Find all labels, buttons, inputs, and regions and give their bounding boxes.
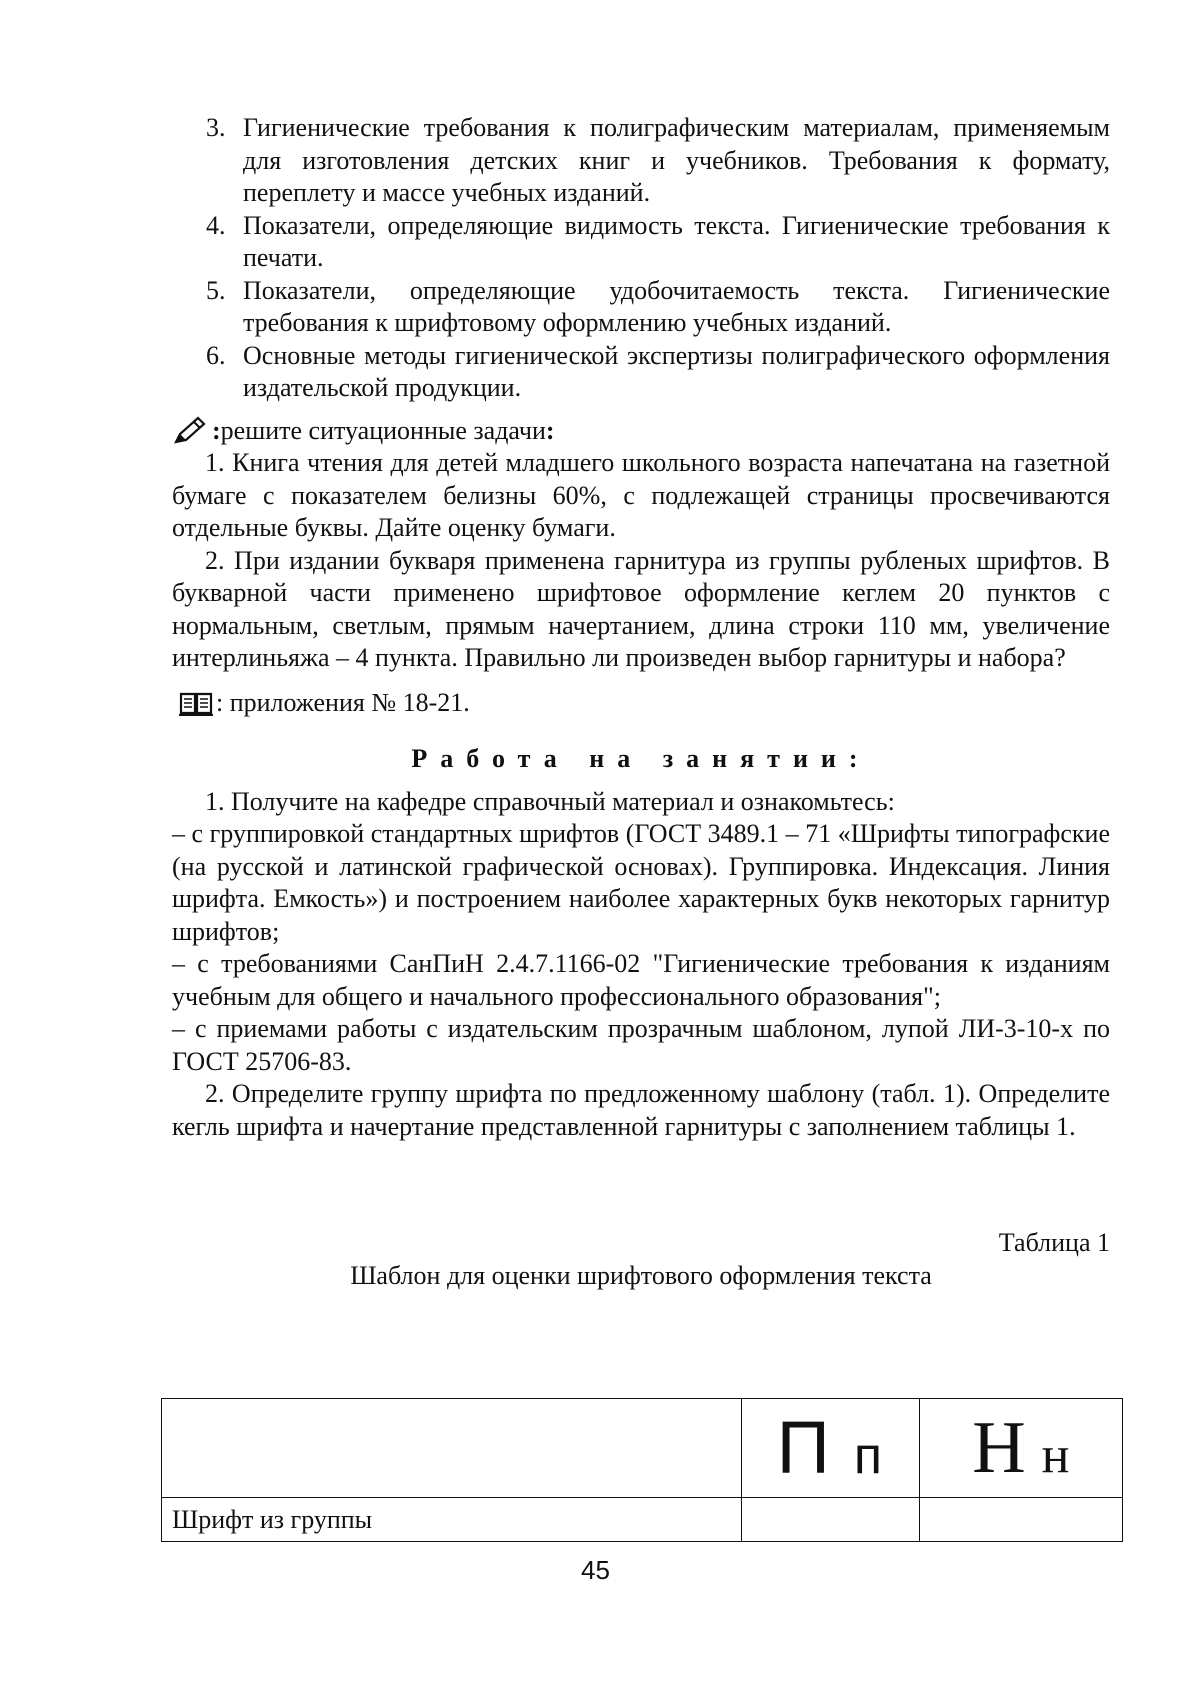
- table-caption: Шаблон для оценки шрифтового оформления текста: [350, 1260, 932, 1290]
- list-item: [172, 112, 1110, 210]
- references: [172, 687, 1110, 720]
- heading-colon: :: [545, 415, 555, 445]
- references-text: : приложения № 18-21.: [216, 687, 470, 717]
- serif-lower-glyph: н: [1041, 1427, 1070, 1484]
- heading-colon: :: [212, 415, 221, 445]
- table-label: Таблица 1: [998, 1228, 1110, 1257]
- list-item: [172, 210, 1110, 275]
- item-text: Показатели, определяющие видимость текста. Гигиенические требования к печати.: [243, 210, 1110, 272]
- work-bullet: – с группировкой стандартных шрифтов (ГОСТ 3489.1 – 71 «Шрифты типографские (на русской и латинской графической основах). Группировка. Индексация. Линия шрифта. Емкость») и построением наиболее характерных букв некоторых гарнитур шрифтов;: [172, 819, 1110, 946]
- item-text: Гигиенические требования к полиграфическим материалам, применяемым для изготовления детских книг и учебников. Требования к формату, переплету и массе учебных изданий.: [243, 113, 1110, 207]
- table-cell-serif-sample: [919, 1399, 1122, 1498]
- table-cell-sans-sample: [741, 1399, 919, 1498]
- page-number: 45: [581, 1555, 610, 1585]
- item-text: Показатели, определяющие удобочитаемость текста. Гигиенические требования к шрифтовому оформлению учебных изданий.: [243, 275, 1110, 337]
- pencil-icon: [172, 416, 206, 446]
- sans-upper-glyph: П: [776, 1406, 832, 1489]
- table-cell-empty: [162, 1399, 742, 1498]
- item-text: Основные методы гигиенической экспертизы полиграфического оформления издательской продукции.: [243, 340, 1110, 402]
- sans-lower-glyph: п: [853, 1427, 884, 1485]
- page-body: [172, 112, 1110, 1292]
- section-title: Работа на занятии:: [411, 744, 871, 773]
- work-step-2: 2. Определите группу шрифта по предложенному шаблону (табл. 1). Определите кегль шрифта и начертание представленной гарнитуры с заполнением таблицы 1.: [172, 1079, 1110, 1141]
- work-bullet: – с приемами работы с издательским прозрачным шаблоном, лупой ЛИ-3-10-х по ГОСТ 25706-83.: [172, 1014, 1110, 1076]
- font-template-table: [161, 1398, 1123, 1542]
- work-bullet: – с требованиями СанПиН 2.4.7.1166-02 "Гигиенические требования к изданиям учебным для общего и начального профессионального образования";: [172, 949, 1110, 1011]
- task-2: 2. При издании букваря применена гарнитура из группы рубленых шрифтов. В букварной части применено шрифтовое оформление кеглем 20 пунктов с нормальным, светлым, прямым начертанием, длина строки 110 мм, увеличение интерлиньяжа – 4 пункта. Правильно ли произведен выбор гарнитуры и набора?: [172, 545, 1110, 672]
- item-number: 5.: [206, 275, 226, 305]
- work-step-1: 1. Получите на кафедре справочный материал и ознакомьтесь:: [205, 786, 895, 816]
- heading-text: решите ситуационные задачи: [220, 415, 546, 445]
- tasks-heading: [172, 415, 1110, 448]
- list-item: [172, 340, 1110, 405]
- serif-upper-glyph: Н: [972, 1407, 1026, 1489]
- item-number: 3.: [206, 113, 226, 142]
- book-icon: [178, 689, 214, 717]
- table-row-label: Шрифт из группы: [162, 1498, 742, 1542]
- table-cell-input: [741, 1498, 919, 1542]
- item-number: 4.: [206, 210, 226, 240]
- question-list: [172, 112, 1110, 405]
- list-item: [172, 275, 1110, 340]
- table-row: [162, 1399, 1123, 1498]
- item-number: 6.: [206, 340, 226, 370]
- table-row: [162, 1498, 1123, 1542]
- task-1: 1. Книга чтения для детей младшего школьного возраста напечатана на газетной бумаге с показателем белизны 60%, с подлежащей страницы просвечиваются отдельные буквы. Дайте оценку бумаги.: [172, 448, 1110, 542]
- table-cell-input: [919, 1498, 1122, 1542]
